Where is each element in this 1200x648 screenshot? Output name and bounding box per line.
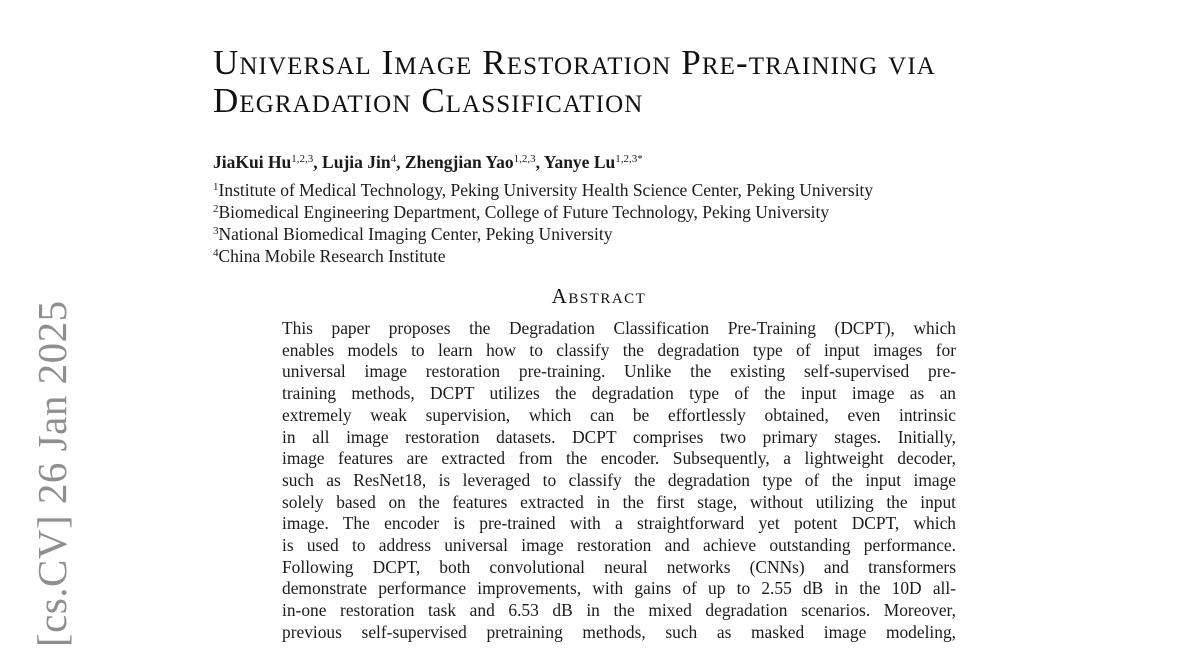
abstract-line: extremely weak supervision, which can be effortlessly obtained, even intrinsic xyxy=(282,404,956,425)
affiliation-mark: 4 xyxy=(213,247,219,259)
arxiv-watermark: [cs.CV] 26 Jan 2025 xyxy=(29,300,75,647)
author-affil-mark: 1,2,3 xyxy=(291,153,314,165)
paper-title-line-1: Universal Image Restoration Pre-training via xyxy=(213,43,936,82)
affiliation-item xyxy=(213,245,873,267)
abstract-line: universal image restoration pre-training. Unlike the existing self-supervised pre- xyxy=(282,361,956,382)
abstract-line: previous self-supervised pretraining methods, such as masked image modeling, xyxy=(282,621,956,642)
abstract-heading: Abstract xyxy=(551,284,647,308)
abstract-line: in all image restoration datasets. DCPT comprises two primary stages. Initially, xyxy=(282,426,956,447)
author-name: Lujia Jin xyxy=(322,152,391,172)
abstract-line: training methods, DCPT utilizes the degradation type of the input image as an xyxy=(282,383,956,404)
abstract-line: demonstrate performance improvements, with gains of up to 2.55 dB in the 10D all- xyxy=(282,578,956,599)
abstract-body xyxy=(282,318,956,644)
affiliation-item xyxy=(213,201,873,223)
author-name: Yanye Lu xyxy=(543,152,616,172)
author-separator: , xyxy=(396,152,405,172)
abstract-line: such as ResNet18, is leveraged to classify the degradation type of the input image xyxy=(282,469,956,490)
author-separator: , xyxy=(313,152,323,172)
affiliation-text: National Biomedical Imaging Center, Peking University xyxy=(218,224,613,244)
affiliation-item xyxy=(213,179,873,201)
abstract-line: enables models to learn how to classify the degradation type of input images for xyxy=(282,339,956,360)
abstract-line: image. The encoder is pre-trained with a straightforward yet potent DCPT, which xyxy=(282,513,956,534)
author-affil-mark: 1,2,3 xyxy=(513,153,536,165)
author-name: Zhengjian Yao xyxy=(404,152,514,172)
affiliation-text: China Mobile Research Institute xyxy=(218,246,446,266)
abstract-line: Following DCPT, both convolutional neural networks (CNNs) and transformers xyxy=(282,556,956,577)
affiliation-item xyxy=(213,223,873,245)
author-affil-mark: 4 xyxy=(390,153,397,165)
abstract-line: image features are extracted from the encoder. Subsequently, a lightweight decoder, xyxy=(282,448,956,469)
abstract-line: solely based on the features extracted in the first stage, without utilizing the input xyxy=(282,491,956,512)
affiliation-mark: 1 xyxy=(213,181,219,193)
affiliation-list xyxy=(213,179,873,267)
affiliation-mark: 3 xyxy=(213,225,219,237)
affiliation-mark: 2 xyxy=(213,203,219,215)
author-line xyxy=(213,152,643,173)
abstract-line: is used to address universal image restoration and achieve outstanding performance. xyxy=(282,535,956,556)
affiliation-text: Biomedical Engineering Department, College of Future Technology, Peking University xyxy=(218,202,830,222)
paper-title xyxy=(213,44,1033,120)
author-name: JiaKui Hu xyxy=(213,152,292,172)
abstract-line: in-one restoration task and 6.53 dB in the mixed degradation scenarios. Moreover, xyxy=(282,600,956,621)
affiliation-text: Institute of Medical Technology, Peking University Health Science Center, Peking University xyxy=(218,180,874,200)
author-affil-mark: 1,2,3* xyxy=(615,153,643,165)
author-separator: , xyxy=(535,152,544,172)
abstract-line: This paper proposes the Degradation Classification Pre-Training (DCPT), which xyxy=(282,318,956,338)
paper-title-line-2: Degradation Classification xyxy=(213,81,644,120)
